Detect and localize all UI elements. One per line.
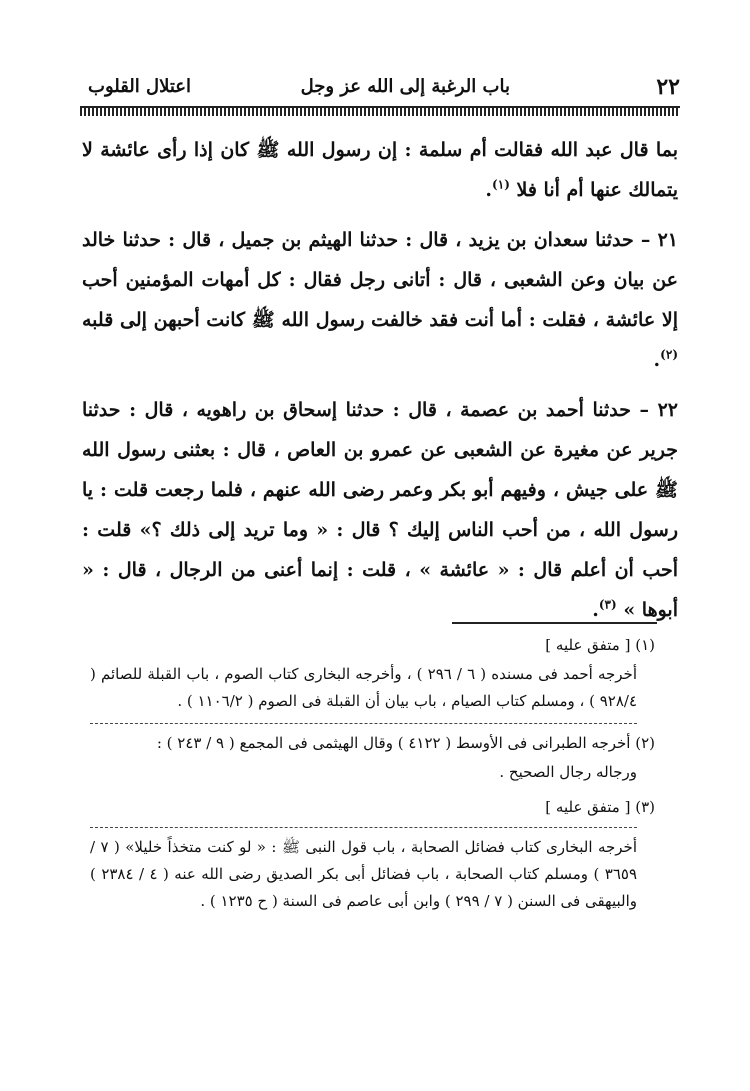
footnote-divider (90, 827, 637, 828)
paragraph-2 (82, 220, 678, 380)
footnote-1-label: (١) [ متفق عليه ] (545, 636, 655, 654)
paragraph-text: حدثنا سعدان بن يزيد ، قال : حدثنا الهيثم بن جميل ، قال : حدثنا خالد عن بيان وعن الشعبى ، قال : أتانى رجل فقال : كل أمهات المؤمنين أحب إلا عائشة ، فقلت : أما أنت فقد خالفت رسول الله ﷺ كانت أحبهن إلى قلبه (82, 229, 678, 331)
paragraph-end: . (592, 599, 599, 621)
book-title: اعتلال القلوب (88, 76, 192, 97)
footnote-divider (90, 723, 637, 724)
main-text (82, 130, 678, 640)
running-header (80, 72, 680, 106)
paragraph-1 (82, 130, 678, 210)
paragraph-end: . (653, 349, 661, 371)
footnote-3-body: أخرجه البخارى كتاب فضائل الصحابة ، باب قول النبى ﷺ : « لو كنت متخذاً خليلا» ( ٧ / ٣٦٥٩ ) ومسلم كتاب الصحابة ، باب فضائل أبى بكر الصديق رضى الله عنه ( ٤ / ٢٣٨٤ ) والبيهقى فى السنن ( ٧ / ٢٩٩ ) وابن أبى عاصم فى السنة ( ح ١٢٣٥ ) . (90, 838, 638, 910)
chapter-title: باب الرغبة إلى الله عز وجل (300, 76, 510, 97)
header-ornamental-rule (80, 106, 680, 116)
footnote-1-body: أخرجه أحمد فى مسنده ( ٦ / ٢٩٦ ) ، وأخرجه البخارى كتاب الصوم ، باب القبلة للصائم ( ٩٢٨/٤ ) ، ومسلم كتاب الصيام ، باب بيان أن القبلة فى الصوم ( ١١٠٦/٢ ) . (90, 665, 637, 710)
footnote-separator (452, 622, 657, 624)
hadith-number: ٢٢ – (639, 399, 678, 421)
paragraph-text: حدثنا أحمد بن عصمة ، قال : حدثنا إسحاق بن راهويه ، قال : حدثنا جرير عن مغيرة عن الشعبى عن عمرو بن العاص ، قال : بعثنى رسول الله ﷺ على جيش ، وفيهم أبو بكر وعمر رضى الله عنهم ، فلما رجعت قلت : يا رسول الله ، من أحب الناس إليك ؟ قال : « وما تريد إلى ذلك ؟» قلت : أحب أن أعلم قال : « عائشة » ، قلت : إنما أعنى من الرجال ، قال : « أبوها » (82, 399, 678, 621)
paragraph-3 (82, 390, 678, 630)
footnote-3-label: (٣) [ متفق عليه ] (545, 798, 655, 816)
paragraph-text: بما قال عبد الله فقالت أم سلمة : إن رسول الله ﷺ كان إذا رأى عائشة لا يتمالك عنها أم أنا فلا (82, 139, 678, 201)
footnote-2-body: ورجاله رجال الصحيح . (499, 763, 637, 781)
footnote-ref: (١) (492, 177, 510, 192)
footnote-ref: (٣) (598, 597, 617, 612)
footnote-ref: (٢) (660, 347, 678, 362)
footnote-2-label: (٢) أخرجه الطبرانى فى الأوسط ( ٤١٢٢ ) وقال الهيثمى فى المجمع ( ٩ / ٢٤٣ ) : (156, 734, 655, 752)
paragraph-end: . (485, 179, 493, 201)
footnotes (90, 628, 655, 923)
hadith-number: ٢١ – (640, 229, 678, 251)
page-number: ٢٢ (656, 74, 680, 100)
